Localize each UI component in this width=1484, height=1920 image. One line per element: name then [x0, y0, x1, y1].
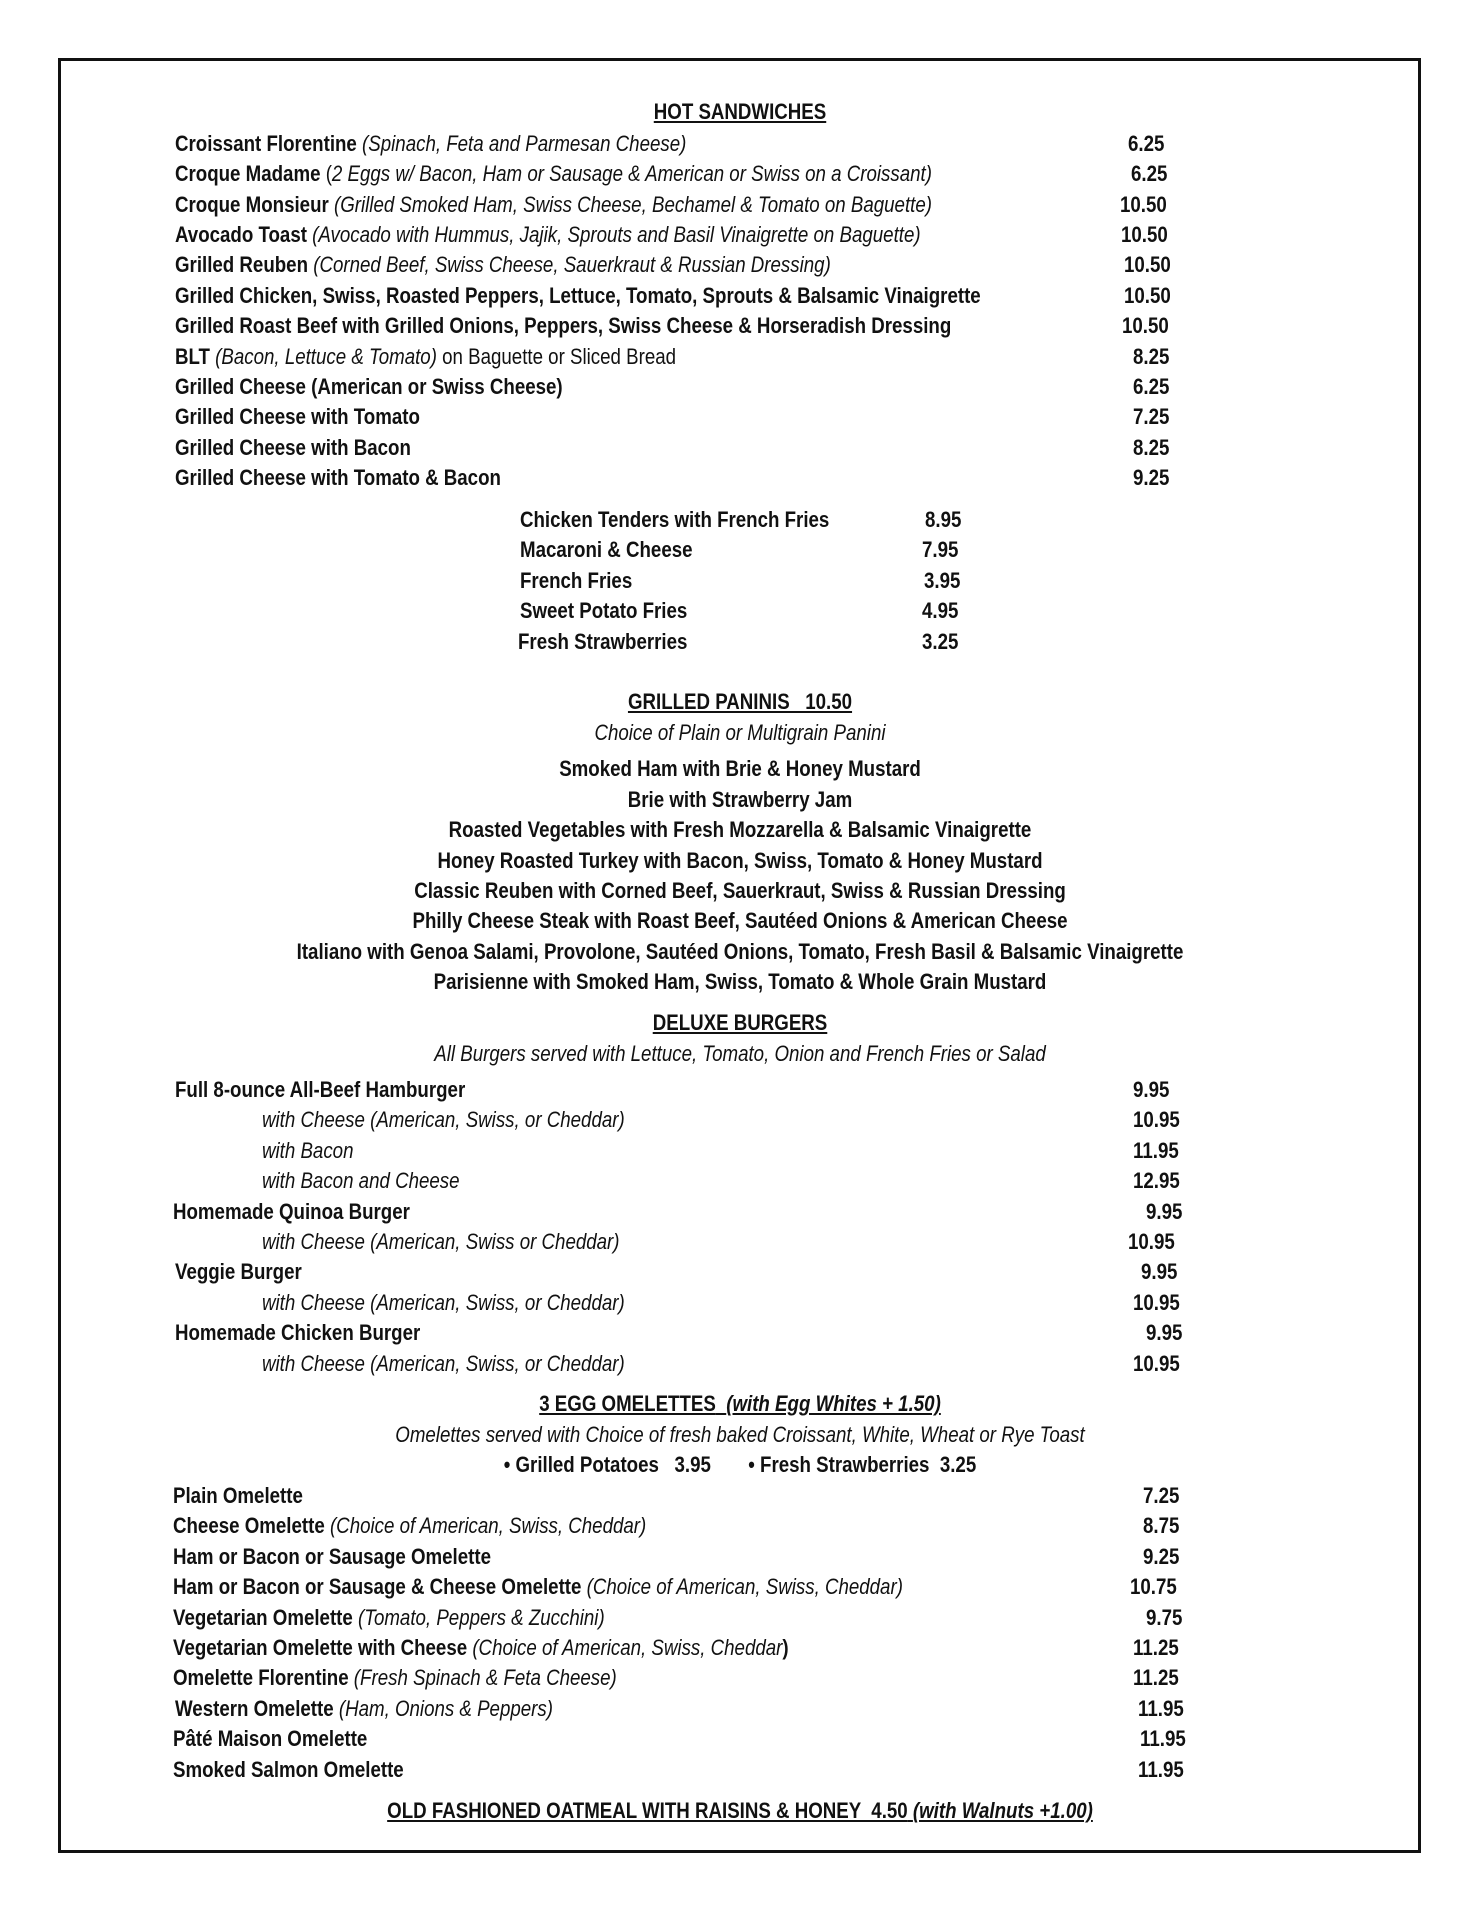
- menu-item-name: Grilled Reuben (Corned Beef, Swiss Cheese, Sauerkraut & Russian Dressing): [175, 252, 831, 277]
- panini-item: Philly Cheese Steak with Roast Beef, Sautéed Onions & American Cheese: [412, 908, 1068, 933]
- omelette-item-name: Smoked Salmon Omelette: [173, 1757, 404, 1782]
- omelettes-heading: 3 EGG OMELETTES (with Egg Whites + 1.50): [539, 1391, 941, 1416]
- omelettes-extras: • Grilled Potatoes 3.95 • Fresh Strawberries 3.25: [503, 1452, 977, 1477]
- menu-item-price: 10.50: [1124, 283, 1171, 308]
- menu-item-name: BLT (Bacon, Lettuce & Tomato) on Baguette or Sliced Bread: [175, 344, 677, 369]
- panini-item: Brie with Strawberry Jam: [627, 787, 853, 812]
- burger-item-price: 10.95: [1133, 1290, 1180, 1315]
- side-item-name: French Fries: [520, 568, 633, 593]
- omelette-item-name: Cheese Omelette (Choice of American, Swiss, Cheddar): [173, 1513, 647, 1538]
- burger-item-name: Homemade Chicken Burger: [175, 1320, 421, 1345]
- burger-item-price: 11.95: [1133, 1138, 1179, 1163]
- omelette-item-price: 11.25: [1133, 1635, 1179, 1660]
- panini-item: Italiano with Genoa Salami, Provolone, Sautéed Onions, Tomato, Fresh Basil & Balsamic Vinaigrette: [296, 939, 1184, 964]
- omelette-item-price: 11.95: [1140, 1726, 1186, 1751]
- omelette-item-price: 10.75: [1130, 1574, 1177, 1599]
- side-item-price: 3.95: [924, 568, 961, 593]
- menu-item-name: Grilled Chicken, Swiss, Roasted Peppers, Lettuce, Tomato, Sprouts & Balsamic Vinaigrette: [175, 283, 981, 308]
- omelette-item-price: 9.75: [1146, 1605, 1183, 1630]
- side-item-price: 4.95: [922, 598, 959, 623]
- menu-item-name: Grilled Cheese with Tomato & Bacon: [175, 465, 501, 490]
- omelette-item-name: Omelette Florentine (Fresh Spinach & Feta Cheese): [173, 1665, 617, 1690]
- omelette-item-price: 11.25: [1133, 1665, 1179, 1690]
- omelette-item-name: Western Omelette (Ham, Onions & Peppers): [175, 1696, 553, 1721]
- omelette-item-name: Pâté Maison Omelette: [173, 1726, 368, 1751]
- omelette-item-price: 11.95: [1138, 1757, 1184, 1782]
- menu-item-price: 9.25: [1133, 465, 1170, 490]
- menu-item-price: 10.50: [1122, 313, 1169, 338]
- burger-item-name: Full 8-ounce All-Beef Hamburger: [175, 1077, 466, 1102]
- menu-item-price: 6.25: [1133, 374, 1170, 399]
- side-item-price: 3.25: [922, 629, 959, 654]
- side-item-price: 7.95: [922, 537, 959, 562]
- omelette-item-name: Ham or Bacon or Sausage & Cheese Omelette (Choice of American, Swiss, Cheddar): [173, 1574, 903, 1599]
- menu-item-name: Avocado Toast (Avocado with Hummus, Jajik, Sprouts and Basil Vinaigrette on Baguette): [175, 222, 921, 247]
- panini-item: Roasted Vegetables with Fresh Mozzarella & Balsamic Vinaigrette: [448, 817, 1032, 842]
- side-item-name: Fresh Strawberries: [518, 629, 688, 654]
- menu-item-price: 10.50: [1121, 222, 1168, 247]
- omelette-item-price: 7.25: [1143, 1483, 1180, 1508]
- oatmeal-line: OLD FASHIONED OATMEAL WITH RAISINS & HONEY 4.50 (with Walnuts +1.00): [387, 1798, 1093, 1823]
- burger-item-name: Homemade Quinoa Burger: [173, 1199, 410, 1224]
- side-item-price: 8.95: [925, 507, 962, 532]
- panini-item: Parisienne with Smoked Ham, Swiss, Tomato & Whole Grain Mustard: [433, 969, 1047, 994]
- menu-item-price: 8.25: [1133, 435, 1170, 460]
- menu-item-name: Croque Monsieur (Grilled Smoked Ham, Swiss Cheese, Bechamel & Tomato on Baguette): [175, 192, 932, 217]
- burger-item-price: 9.95: [1146, 1320, 1183, 1345]
- side-item-name: Chicken Tenders with French Fries: [520, 507, 830, 532]
- menu-item-name: Grilled Cheese (American or Swiss Cheese): [175, 374, 563, 399]
- burger-item-price: 9.95: [1146, 1199, 1183, 1224]
- menu-item-price: 7.25: [1133, 404, 1170, 429]
- panini-item: Classic Reuben with Corned Beef, Sauerkraut, Swiss & Russian Dressing: [414, 878, 1066, 903]
- menu-item-name: Grilled Cheese with Bacon: [175, 435, 411, 460]
- menu-item-price: 10.50: [1120, 192, 1167, 217]
- omelette-item-name: Vegetarian Omelette with Cheese (Choice of American, Swiss, Cheddar): [173, 1635, 789, 1660]
- burger-item-price: 10.95: [1128, 1229, 1175, 1254]
- omelettes-subtitle: Omelettes served with Choice of fresh baked Croissant, White, Wheat or Rye Toast: [395, 1422, 1085, 1447]
- panini-item: Smoked Ham with Brie & Honey Mustard: [559, 756, 921, 781]
- panini-item: Honey Roasted Turkey with Bacon, Swiss, Tomato & Honey Mustard: [437, 848, 1043, 873]
- burgers-heading: DELUXE BURGERS: [652, 1010, 828, 1035]
- menu-item-price: 10.50: [1124, 252, 1171, 277]
- burger-item-price: 9.95: [1133, 1077, 1170, 1102]
- burger-item-name: Veggie Burger: [175, 1259, 302, 1284]
- omelette-item-price: 11.95: [1138, 1696, 1184, 1721]
- hot-sandwiches-heading: HOT SANDWICHES: [653, 99, 827, 124]
- menu-item-price: 6.25: [1131, 161, 1168, 186]
- burger-item-price: 9.95: [1141, 1259, 1178, 1284]
- menu-item-name: Croque Madame (2 Eggs w/ Bacon, Ham or Sausage & American or Swiss on a Croissant): [175, 161, 932, 186]
- burger-option-name: with Cheese (American, Swiss or Cheddar): [262, 1229, 620, 1254]
- menu-item-name: Grilled Cheese with Tomato: [175, 404, 420, 429]
- burger-item-price: 10.95: [1133, 1351, 1180, 1376]
- menu-item-name: Grilled Roast Beef with Grilled Onions, Peppers, Swiss Cheese & Horseradish Dressing: [175, 313, 952, 338]
- omelette-item-name: Plain Omelette: [173, 1483, 303, 1508]
- omelette-item-price: 8.75: [1143, 1513, 1180, 1538]
- burger-option-name: with Cheese (American, Swiss, or Cheddar): [262, 1351, 625, 1376]
- paninis-subtitle: Choice of Plain or Multigrain Panini: [594, 720, 886, 745]
- burger-item-price: 12.95: [1133, 1168, 1180, 1193]
- burger-option-name: with Cheese (American, Swiss, or Cheddar): [262, 1107, 625, 1132]
- burger-option-name: with Cheese (American, Swiss, or Cheddar): [262, 1290, 625, 1315]
- side-item-name: Sweet Potato Fries: [520, 598, 688, 623]
- burger-item-price: 10.95: [1133, 1107, 1180, 1132]
- side-item-name: Macaroni & Cheese: [520, 537, 693, 562]
- burgers-subtitle: All Burgers served with Lettuce, Tomato, Onion and French Fries or Salad: [434, 1041, 1046, 1066]
- omelette-item-name: Ham or Bacon or Sausage Omelette: [173, 1544, 492, 1569]
- menu-item-price: 8.25: [1133, 344, 1170, 369]
- menu-item-name: Croissant Florentine (Spinach, Feta and Parmesan Cheese): [175, 131, 687, 156]
- omelette-item-price: 9.25: [1143, 1544, 1180, 1569]
- omelette-item-name: Vegetarian Omelette (Tomato, Peppers & Zucchini): [173, 1605, 605, 1630]
- burger-option-name: with Bacon and Cheese: [262, 1168, 460, 1193]
- menu-item-price: 6.25: [1128, 131, 1165, 156]
- burger-option-name: with Bacon: [262, 1138, 354, 1163]
- paninis-heading: GRILLED PANINIS 10.50: [627, 689, 853, 714]
